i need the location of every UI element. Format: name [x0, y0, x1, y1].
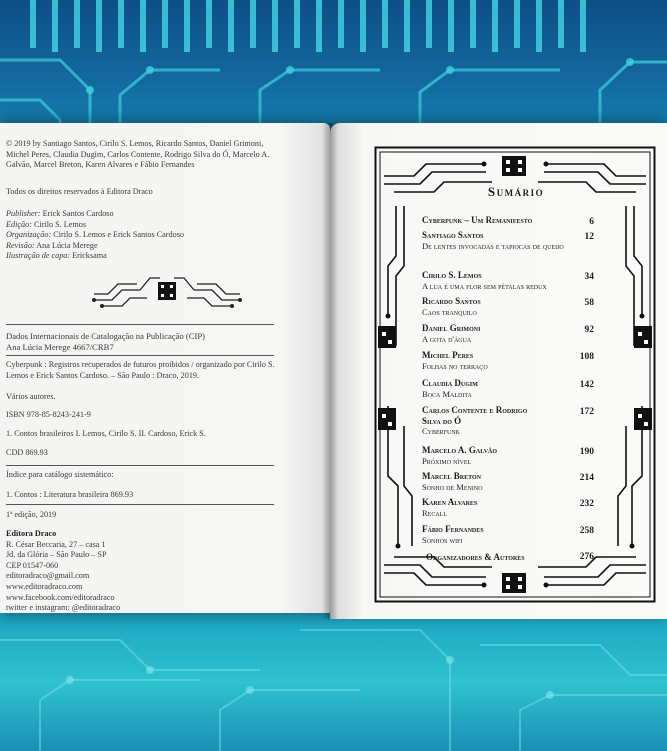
divider — [6, 355, 274, 356]
index-entry: 1. Contos : Literatura brasileira 869.93 — [6, 490, 134, 499]
cip-librarian: Ana Lúcia Merege 4667/CRB7 — [6, 341, 114, 352]
toc-work: A lua é uma flor sem pétalas redux — [422, 280, 547, 291]
toc-page-number: 258 — [579, 526, 594, 536]
toc-author: Michel Peres — [422, 350, 474, 360]
toc-author: Marcelo A. Galvão — [422, 445, 498, 455]
divider — [6, 324, 274, 325]
cip-title: Dados Internacionais de Catalogação na Publicação (CIP) — [6, 331, 206, 341]
cip-record: Cyberpunk : Registros recuperados de futuros proibidos / organizado por Cirilo S. Lemos e Erick Santos Cardoso. – São Paulo : Draco, 2019. — [6, 360, 275, 380]
toc-author: Karen Alvares — [422, 497, 478, 507]
toc-page-number: 232 — [579, 499, 594, 509]
credit-name: Ericksama — [72, 251, 107, 261]
credit-role: Edição: — [6, 219, 32, 229]
toc-author: Marcel Breton — [422, 471, 481, 481]
toc-page-number: 190 — [579, 447, 594, 457]
credit-role: Organização: — [6, 230, 52, 240]
address-line: Jd. da Glória – São Paulo – SP — [6, 550, 107, 560]
toc-page-number: 34 — [584, 272, 594, 282]
publisher-block — [6, 529, 284, 614]
toc-work: Cyberfunk — [422, 426, 461, 436]
toc-work: Folhas no terraço — [422, 360, 488, 371]
toc-work: De lentes invocadas e tapiocas de queijo — [422, 240, 564, 251]
credit-name: Cirilo S. Lemos — [33, 219, 87, 229]
toc-author: Claudia Dugim — [422, 378, 478, 388]
subjects: 1. Contos brasileiros I. Lemos, Cirilo S. II. Cardoso, Erick S. — [6, 429, 206, 438]
credit-role: Publisher: — [6, 209, 41, 218]
toc-page-number: 92 — [584, 325, 594, 335]
credit-name: Erick Santos Cardoso — [42, 209, 114, 218]
toc-page-number: 6 — [589, 217, 594, 227]
toc-entry — [426, 552, 576, 563]
address-line: editoradraco@gmail.com — [6, 571, 90, 581]
toc-page-number: 58 — [584, 298, 594, 308]
toc-page-number: 12 — [584, 232, 594, 242]
copyright-notice — [6, 139, 288, 171]
toc-work: Próximo nível — [422, 455, 472, 466]
toc-author: Carlos Contente e Rodrigo Silva do Ó — [422, 405, 528, 426]
toc-page-number: 142 — [579, 380, 594, 390]
toc-author: Ricardo Santos — [422, 296, 481, 306]
toc-author: Cyberpunk – Um Remanifesto — [422, 215, 533, 225]
toc-work: Caos tranquilo — [422, 306, 477, 317]
cdd: CDD 869.93 — [6, 448, 48, 457]
toc-work: Recall — [422, 507, 447, 518]
rights-text: Todos os direitos reservados à Editora Draco — [6, 187, 153, 196]
toc-page-number: 108 — [579, 352, 594, 362]
toc-author: Cirilo S. Lemos — [422, 270, 482, 280]
address-line: twitter e instagram: @editoradraco — [6, 603, 121, 613]
credit-role: Revisão: — [6, 240, 35, 250]
circuit-board-background-bottom — [0, 600, 667, 751]
toc-work: Sonho de Menino — [422, 481, 483, 492]
toc-author: Fábio Fernandes — [422, 524, 484, 534]
address-line: R. César Beccaria, 27 – casa 1 — [6, 539, 106, 549]
credit-name: Cirilo S. Lemos e Erick Santos Cardoso — [53, 230, 184, 240]
divider — [6, 465, 274, 466]
circuit-ornament — [92, 270, 242, 310]
toc-work: Sonhos wifi — [422, 534, 463, 545]
divider — [6, 504, 274, 505]
toc-entry — [422, 405, 542, 437]
toc-work: A gota d'água — [422, 333, 472, 344]
toc-page-number: 172 — [579, 407, 594, 417]
credit-name: Ana Lúcia Merege — [36, 240, 98, 250]
copyright-text: © 2019 by Santiago Santos, Cirilo S. Lemos, Ricardo Santos, Daniel Grimoni, Michel Peres, Claudia Dugim, Carlos Contente, Rodrigo Silva do Ó, Marcelo A. Galvão, Marcel Breton, Karen Alvares e Fábio Fernandes — [6, 139, 270, 170]
toc-author: Santiago Santos — [422, 230, 484, 240]
toc-page-number: 214 — [579, 473, 594, 483]
address-line: www.facebook.com/editoradraco — [6, 592, 115, 602]
toc-title: Sumário — [487, 184, 545, 199]
address-line: www.editoradraco.com — [6, 581, 83, 591]
authors-note: Vários autores. — [6, 392, 56, 401]
book-spine — [322, 123, 338, 619]
edition: 1ª edição, 2019 — [6, 510, 57, 519]
toc-author: Daniel Grimoni — [422, 323, 481, 333]
address-line: CEP 01547-060 — [6, 560, 59, 570]
index-title: Índice para catálogo sistemático: — [6, 470, 114, 479]
credits-list — [6, 209, 288, 262]
isbn: ISBN 978-85-8243-241-9 — [6, 410, 91, 419]
toc-work: Boca Maldita — [422, 388, 472, 399]
publisher-name: Editora Draco — [6, 529, 57, 538]
toc-author: Organizadores & Autores — [426, 552, 525, 562]
toc-page-number: 276 — [579, 552, 594, 562]
credit-role: Ilustração de capa: — [6, 251, 71, 261]
